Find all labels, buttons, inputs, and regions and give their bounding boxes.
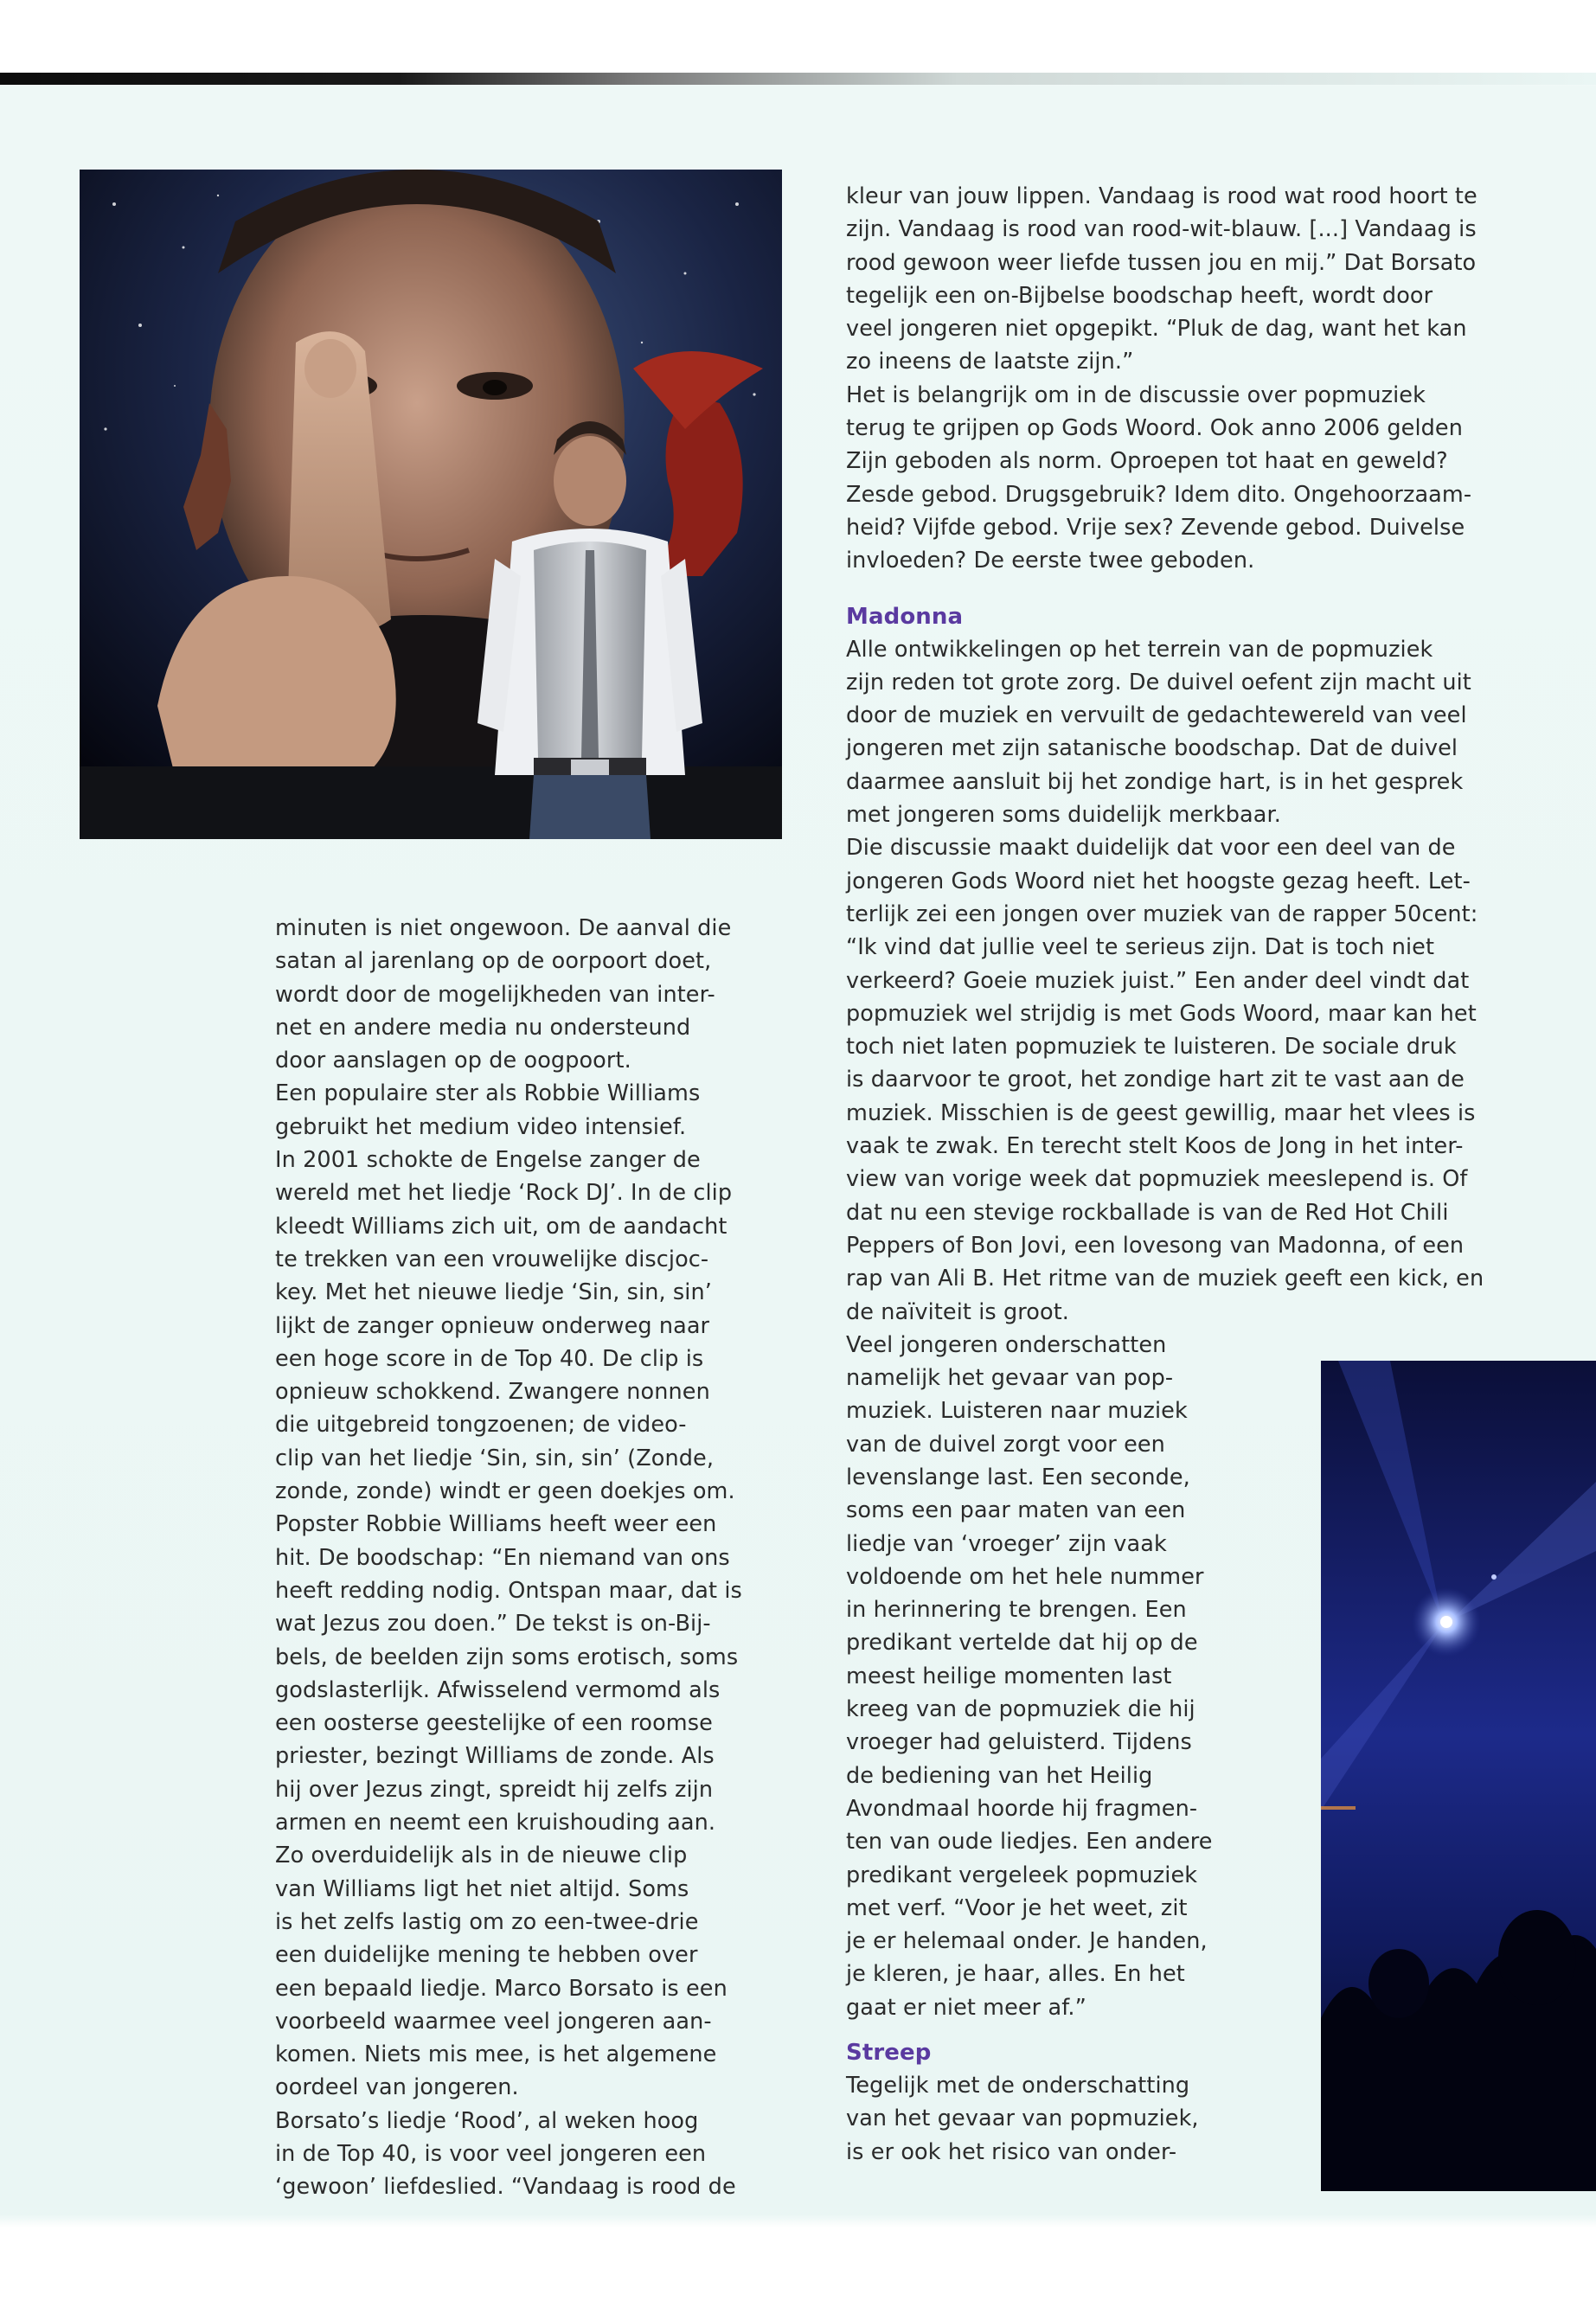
text-line: liedje van ‘vroeger’ zijn vaak bbox=[846, 1530, 1167, 1557]
text-line: satan al jarenlang op de oorpoort doet, bbox=[275, 948, 712, 975]
text-line: je er helemaal onder. Je handen, bbox=[846, 1928, 1208, 1955]
text-line: in herinnering te brengen. Een bbox=[846, 1597, 1187, 1624]
right-column bbox=[846, 180, 1484, 2169]
text-line: Die discussie maakt duidelijk dat voor een deel van de bbox=[846, 835, 1456, 862]
text-line: je kleren, je haar, alles. En het bbox=[846, 1961, 1185, 1988]
text-line: key. Met het nieuwe liedje ‘Sin, sin, sin’ bbox=[275, 1279, 712, 1306]
text-line: net en andere media nu ondersteund bbox=[275, 1014, 691, 1041]
text-line: lijkt de zanger opnieuw onderweg naar bbox=[275, 1312, 710, 1339]
text-line: gaat er niet meer af.” bbox=[846, 1994, 1086, 2021]
text-line: minuten is niet ongewoon. De aanval die bbox=[275, 915, 732, 941]
text-line: een hoge score in de Top 40. De clip is bbox=[275, 1345, 704, 1372]
text-line: muziek. Misschien is de geest gewillig, maar het vlees is bbox=[846, 1099, 1476, 1126]
text-line: rap van Ali B. Het ritme van de muziek geeft een kick, en bbox=[846, 1266, 1484, 1292]
text-line: kleedt Williams zich uit, om de aandacht bbox=[275, 1213, 727, 1240]
text-line: Peppers of Bon Jovi, een lovesong van Madonna, of een bbox=[846, 1232, 1465, 1259]
text-line: oordeel van jongeren. bbox=[275, 2074, 519, 2101]
text-line: van Williams ligt het niet altijd. Soms bbox=[275, 1875, 689, 1902]
text-line: Tegelijk met de onderschatting bbox=[846, 2073, 1190, 2099]
left-column-body bbox=[275, 912, 742, 2204]
text-line: soms een paar maten van een bbox=[846, 1497, 1186, 1524]
text-line: opnieuw schokkend. Zwangere nonnen bbox=[275, 1379, 710, 1406]
text-line: armen en neemt een kruishouding aan. bbox=[275, 1810, 716, 1836]
text-line: te trekken van een vrouwelijke discjoc- bbox=[275, 1246, 709, 1272]
text-line: muziek. Luisteren naar muziek bbox=[846, 1398, 1188, 1425]
text-line: vaak te zwak. En terecht stelt Koos de Jong in het inter- bbox=[846, 1133, 1464, 1160]
text-line: Zesde gebod. Drugsgebruik? Idem dito. Ongehoorzaam- bbox=[846, 481, 1472, 508]
madonna-section-body bbox=[846, 633, 1484, 1329]
text-line: wordt door de mogelijkheden van inter- bbox=[275, 981, 715, 1008]
text-line: voldoende om het hele nummer bbox=[846, 1563, 1204, 1590]
text-line: jongeren Gods Woord niet het hoogste gezag heeft. Let- bbox=[846, 868, 1471, 894]
text-line: predikant vergeleek popmuziek bbox=[846, 1862, 1198, 1888]
text-line: view van vorige week dat popmuziek meeslepend is. Of bbox=[846, 1166, 1468, 1193]
text-line: predikant vertelde dat hij op de bbox=[846, 1630, 1198, 1657]
right-column-intro bbox=[846, 180, 1484, 578]
text-line: ‘gewoon’ liefdeslied. “Vandaag is rood de bbox=[275, 2174, 736, 2201]
text-line: wereld met het liedje ‘Rock DJ’. In de clip bbox=[275, 1180, 733, 1207]
text-line: jongeren met zijn satanische boodschap. Dat de duivel bbox=[846, 735, 1458, 762]
text-line: invloeden? De eerste twee geboden. bbox=[846, 548, 1255, 574]
text-line: popmuziek wel strijdig is met Gods Woord, maar kan het bbox=[846, 1000, 1477, 1027]
text-line: komen. Niets mis mee, is het algemene bbox=[275, 2041, 717, 2068]
text-line: wat Jezus zou doen.” De tekst is on-Bij- bbox=[275, 1611, 711, 1638]
text-line: een duidelijke mening te hebben over bbox=[275, 1942, 698, 1969]
text-line: tegelijk een on-Bijbelse boodschap heeft, wordt door bbox=[846, 282, 1433, 309]
text-line: een bepaald liedje. Marco Borsato is een bbox=[275, 1975, 727, 2002]
text-line: hij over Jezus zingt, spreidt hij zelfs zijn bbox=[275, 1776, 714, 1803]
text-line: die uitgebreid tongzoenen; de video- bbox=[275, 1412, 687, 1439]
text-line: priester, bezingt Williams de zonde. Als bbox=[275, 1743, 715, 1770]
text-line: heeft redding nodig. Ontspan maar, dat is bbox=[275, 1577, 742, 1604]
text-line: voorbeeld waarmee veel jongeren aan- bbox=[275, 2008, 712, 2035]
text-line: met jongeren soms duidelijk merkbaar. bbox=[846, 802, 1281, 829]
text-line: gebruikt het medium video intensief. bbox=[275, 1113, 687, 1140]
text-line: Borsato’s liedje ‘Rood’, al weken hoog bbox=[275, 2107, 699, 2134]
text-line: ten van oude liedjes. Een andere bbox=[846, 1829, 1213, 1856]
text-line: heid? Vijfde gebod. Vrije sex? Zevende gebod. Duivelse bbox=[846, 514, 1465, 541]
text-line: clip van het liedje ‘Sin, sin, sin’ (Zonde, bbox=[275, 1445, 715, 1471]
text-line: kreeg van de popmuziek die hij bbox=[846, 1696, 1195, 1723]
text-line: Zijn geboden als norm. Oproepen tot haat en geweld? bbox=[846, 448, 1448, 475]
text-line: de bediening van het Heilig bbox=[846, 1762, 1153, 1789]
text-line: daarmee aansluit bij het zondige hart, is in het gesprek bbox=[846, 768, 1464, 795]
text-line: met verf. “Voor je het weet, zit bbox=[846, 1894, 1188, 1921]
text-line: dat nu een stevige rockballade is van de Red Hot Chili bbox=[846, 1199, 1449, 1226]
text-line: zijn reden tot grote zorg. De duivel oefent zijn macht uit bbox=[846, 669, 1471, 695]
text-line: godslasterlijk. Afwisselend vermomd als bbox=[275, 1676, 721, 1703]
text-line: Een populaire ster als Robbie Williams bbox=[275, 1080, 701, 1107]
text-line: hit. De boodschap: “En niemand van ons bbox=[275, 1544, 730, 1571]
section-heading-streep: Streep bbox=[846, 2040, 932, 2067]
text-line: bels, de beelden zijn soms erotisch, soms bbox=[275, 1644, 739, 1670]
text-line: levenslange last. Een seconde, bbox=[846, 1464, 1190, 1490]
text-line: veel jongeren niet opgepikt. “Pluk de dag, want het kan bbox=[846, 316, 1467, 343]
text-line: vroeger had geluisterd. Tijdens bbox=[846, 1729, 1192, 1756]
text-line: Zo overduidelijk als in de nieuwe clip bbox=[275, 1843, 688, 1869]
hero-photo bbox=[80, 170, 782, 839]
narrow-column-body bbox=[846, 1329, 1484, 2024]
text-line: is er ook het risico van onder- bbox=[846, 2138, 1177, 2165]
text-line: terug te grijpen op Gods Woord. Ook anno 2006 gelden bbox=[846, 415, 1463, 442]
text-line: Alle ontwikkelingen op het terrein van de popmuziek bbox=[846, 636, 1433, 663]
top-rule bbox=[0, 73, 1596, 85]
text-line: terlijk zei een jongen over muziek van de rapper 50cent: bbox=[846, 901, 1478, 927]
text-line: Popster Robbie Williams heeft weer een bbox=[275, 1511, 717, 1538]
text-line: Veel jongeren onderschatten bbox=[846, 1331, 1167, 1358]
text-line: door de muziek en vervuilt de gedachtewereld van veel bbox=[846, 702, 1467, 729]
text-line: in de Top 40, is voor veel jongeren een bbox=[275, 2140, 707, 2167]
text-line: meest heilige momenten last bbox=[846, 1663, 1172, 1689]
streep-section-body bbox=[846, 2069, 1484, 2169]
text-line: namelijk het gevaar van pop- bbox=[846, 1365, 1174, 1392]
text-line: kleur van jouw lippen. Vandaag is rood wat rood hoort te bbox=[846, 183, 1477, 209]
text-line: zonde, zonde) windt er geen doekjes om. bbox=[275, 1478, 735, 1505]
text-line: van de duivel zorgt voor een bbox=[846, 1431, 1165, 1458]
text-line: is het zelfs lastig om zo een-twee-drie bbox=[275, 1908, 699, 1935]
text-line: door aanslagen op de oogpoort. bbox=[275, 1048, 631, 1074]
text-line: de naïviteit is groot. bbox=[846, 1298, 1069, 1325]
text-line: “Ik vind dat jullie veel te serieus zijn. Dat is toch niet bbox=[846, 934, 1435, 961]
text-line: zo ineens de laatste zijn.” bbox=[846, 349, 1134, 375]
hero-photo-illustration bbox=[80, 170, 782, 839]
text-line: rood gewoon weer liefde tussen jou en mij.” Dat Borsato bbox=[846, 249, 1477, 276]
text-line: zijn. Vandaag is rood van rood-wit-blauw. [...] Vandaag is bbox=[846, 216, 1477, 243]
section-heading-madonna: Madonna bbox=[846, 603, 964, 630]
text-line: van het gevaar van popmuziek, bbox=[846, 2106, 1199, 2132]
text-line: een oosterse geestelijke of een roomse bbox=[275, 1710, 713, 1737]
text-line: toch niet laten popmuziek te luisteren. De sociale druk bbox=[846, 1034, 1457, 1061]
text-line: In 2001 schokte de Engelse zanger de bbox=[275, 1147, 701, 1174]
text-line: Het is belangrijk om in de discussie over popmuziek bbox=[846, 381, 1426, 408]
left-column bbox=[275, 912, 742, 2204]
text-line: is daarvoor te groot, het zondige hart zit te vast aan de bbox=[846, 1067, 1465, 1093]
text-line: verkeerd? Goeie muziek juist.” Een ander deel vindt dat bbox=[846, 967, 1470, 994]
text-line: Avondmaal hoorde hij fragmen- bbox=[846, 1795, 1198, 1822]
